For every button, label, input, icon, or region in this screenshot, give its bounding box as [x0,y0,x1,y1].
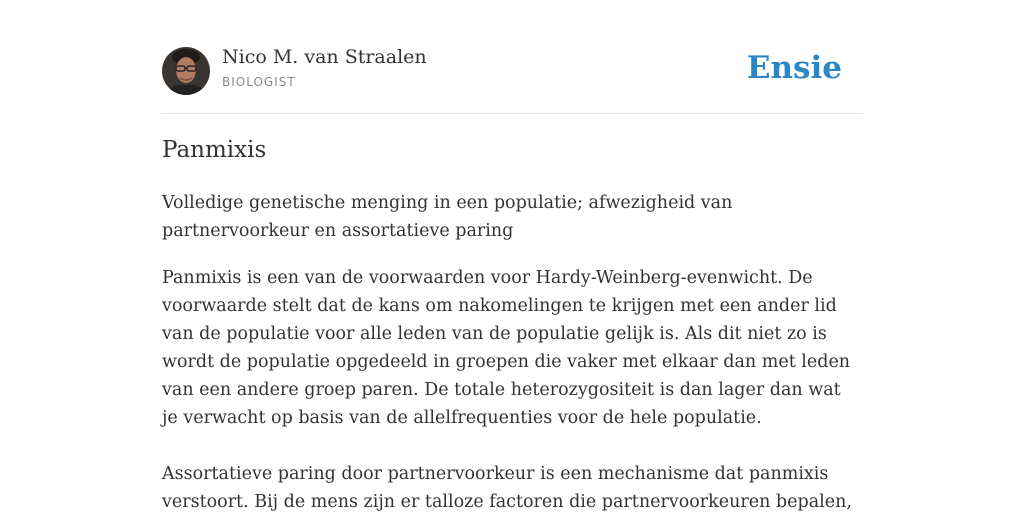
ensie-logo[interactable]: Ensie [746,50,842,86]
author-header [162,46,862,96]
author-role: BIOLOGIST [222,75,296,89]
author-photo-icon [162,47,210,95]
body-paragraph: Panmixis is een van de voorwaarden voor Hardy-Weinberg-evenwicht. De voorwaarde stelt dat de kans om nakomelingen te krijgen met een ander lid van de populatie voor alle leden van de populatie gelijk is. Als dit niet zo is wordt de populatie opgedeeld in groepen die vaker met elkaar dan met leden van een andere groep paren. De totale heterozygositeit is dan lager dan wat je verwacht op basis van de allelfrequenties voor de hele populatie. [162,268,851,428]
article-subtitle: Volledige genetische menging in een populatie; afwezigheid van partnervoorkeur en assortatieve paring [162,193,733,241]
article-title: Panmixis [162,137,267,163]
body-paragraph: Assortatieve paring door partnervoorkeur is een mechanisme dat panmixis verstoort. Bij de mens zijn er talloze factoren die partnervoorkeuren bepalen, [162,464,852,512]
author-avatar[interactable] [162,47,210,95]
header-divider [162,113,862,114]
article-body [162,264,862,512]
author-name[interactable]: Nico M. van Straalen [222,46,427,68]
